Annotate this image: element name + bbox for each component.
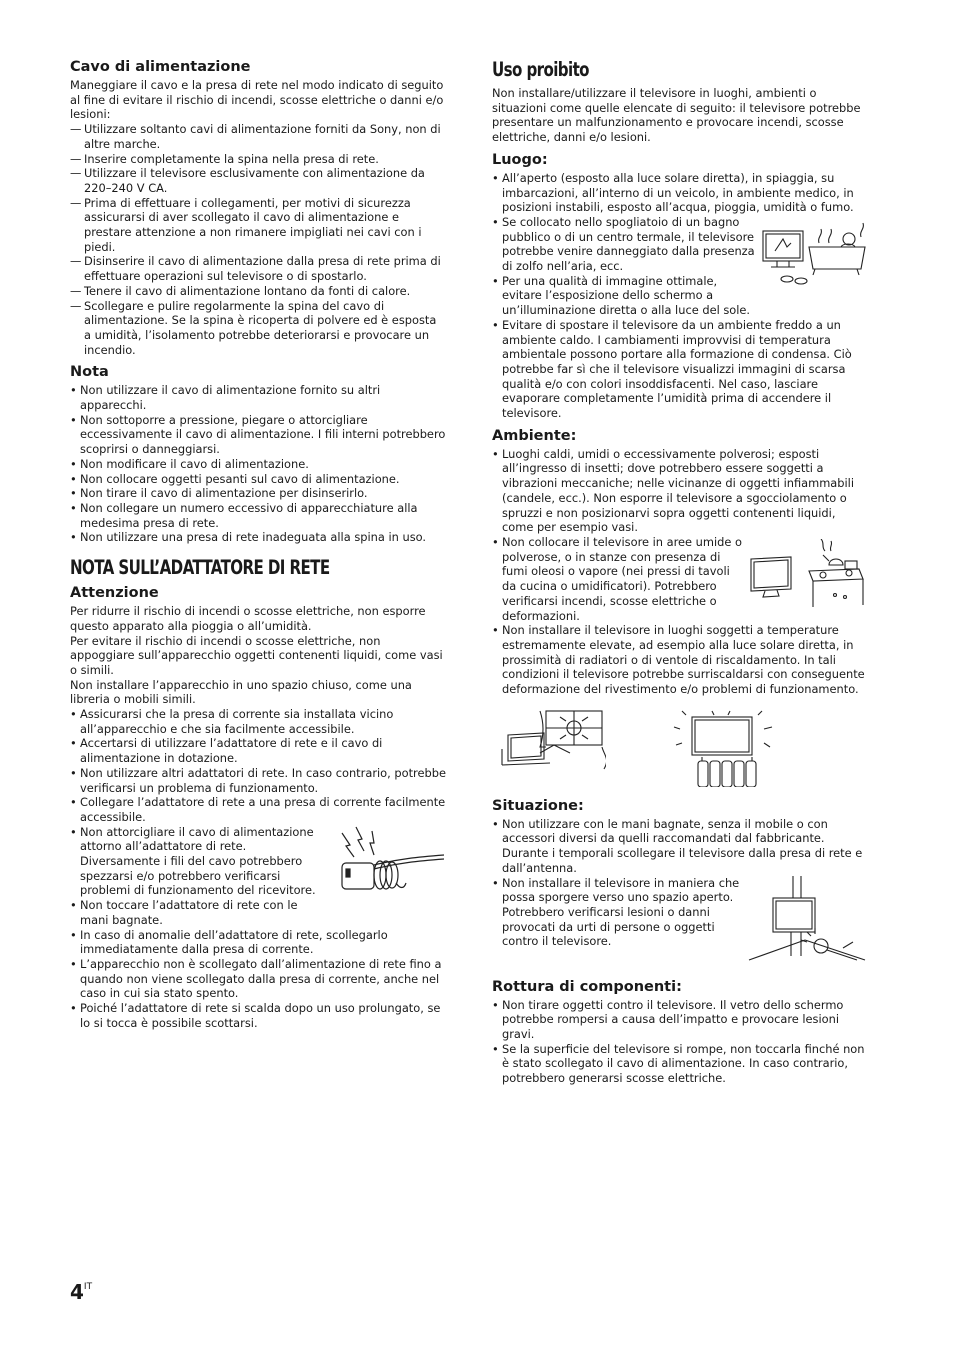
attenzione-p2: Per evitare il rischio di incendi o scosse elettriche, non appoggiare sull’apparecchio oggetti contenenti liquidi, come vasi o simili. [70, 633, 443, 677]
adattatore-wrap-text [70, 825, 328, 928]
adattatore-list-b [70, 825, 328, 928]
adattatore-list-a [70, 707, 446, 825]
list-item: • Non collocare il televisore in aree umide o polverose, o in stanze con presenza di fumi oleosi o vapore (nei pressi di tavoli da cucina o umidificatori). Potrebbero verificarsi incendi, scosse elettriche o deformazioni. [492, 535, 745, 623]
list-item: • In caso di anomalie dell’adattatore di rete, scollegarlo immediatamente dalla presa di corrente. [70, 928, 446, 957]
list-item: • Se collocato nello spogliatoio di un bagno pubblico o di un centro termale, il televisore potrebbe venire danneggiato dalla presenza di zolfo nell’aria, ecc. [492, 215, 757, 274]
cavo-list [70, 122, 446, 357]
heading-adattatore: NOTA SULL’ADATTATORE DI RETE [70, 556, 330, 580]
ambiente-list-a [492, 447, 869, 535]
heading-attenzione: Attenzione [70, 585, 159, 602]
attenzione-p3: Non installare l’apparecchio in uno spazio chiuso, come una libreria o mobili simili. [70, 677, 412, 707]
list-item: • Non installare il televisore in luoghi soggetti a temperature estremamente elevate, ad esempio alla luce solare diretta, in prossimità di radiatori o di ventole di riscaldamento. In tali condizioni il televisore potrebbe surriscaldarsi con conseguente deformazione del rivestimento e/o problemi di funzionamento. [492, 623, 869, 697]
list-item: • Non utilizzare con le mani bagnate, senza il mobile o con accessori diversi da quelli raccomandati dal fabbricante. Durante i temporali scollegare il televisore dalla presa di rete e dall’antenna. [492, 817, 869, 876]
list-item: • Poiché l’adattatore di rete si scalda dopo un uso prolungato, se lo si tocca è possibile scottarsi. [70, 1001, 446, 1030]
list-item: • All’aperto (esposto alla luce solare diretta), in spiaggia, su imbarcazioni, all’interno di un veicolo, in ambiente medico, in posizioni instabili, esposto all’acqua, pioggia, umidità o fumo. [492, 171, 869, 215]
heading-ambiente: Ambiente: [492, 427, 577, 444]
bath-illustration [757, 215, 869, 289]
list-item: — Disinserire il cavo di alimentazione dalla presa di rete prima di effettuare operazioni sul televisore o di spostarlo. [70, 254, 446, 283]
list-item: • Non utilizzare una presa di rete inadeguata alla spina in uso. [70, 530, 446, 545]
attenzione-p1: Per ridurre il rischio di incendi o scosse elettriche, non esporre questo apparato alla pioggia o all’umidità. [70, 604, 426, 633]
situazione-wrap [492, 876, 869, 968]
heading-uso-proibito: Uso proibito [492, 58, 589, 81]
left-column [70, 58, 446, 1030]
list-item: — Utilizzare soltanto cavi di alimentazione forniti da Sony, non di altre marche. [70, 122, 446, 151]
luogo-list-c [492, 318, 869, 421]
heading-rottura: Rottura di componenti: [492, 978, 682, 995]
cavo-intro: Maneggiare il cavo e la presa di rete nel modo indicato di seguito al fine di evitare il rischio di incendi, scosse elettriche o danni e/o lesioni: [70, 78, 444, 122]
list-item: • Non utilizzare altri adattatori di rete. In caso contrario, potrebbe verificarsi un problema di funzionamento. [70, 766, 446, 795]
list-item: • Non sottoporre a pressione, piegare o attorcigliare eccessivamente il cavo di alimentazione. I fili interni potrebbero scoprirsi o danneggiarsi. [70, 413, 446, 457]
luogo-wrap [492, 215, 869, 318]
page-number [70, 1280, 92, 1304]
situazione-list-a [492, 817, 869, 876]
list-item: • Non installare il televisore in maniera che possa sporgere verso uno spazio aperto. Potrebbero verificarsi lesioni o danni provocati da urti di persone o oggetti contro il televisore. [492, 876, 745, 950]
list-item: • Luoghi caldi, umidi o eccessivamente polverosi; esposti all’ingresso di insetti; dove potrebbero essere soggetti a vibrazioni meccaniche; nelle vicinanze di oggetti infiammabili (candele, ecc.). Non esporre il televisore a sgocciolamento o spruzzi e non posizionarvi sopra oggetti contenenti liquidi, come per esempio vasi. [492, 447, 869, 535]
sun-window-illustration [500, 709, 606, 781]
list-item: • Non attorcigliare il cavo di alimentazione attorno all’adattatore di rete. Diversamente i fili del cavo potrebbero spezzarsi e/o potrebbero verificarsi problemi di funzionamento del ricevitore. [70, 825, 328, 899]
adapter-illustration [328, 825, 446, 895]
list-item: • Assicurarsi che la presa di corrente sia installata vicino all’apparecchio e che sia facilmente accessibile. [70, 707, 446, 736]
page-number-value: 4 [70, 1280, 84, 1304]
list-item: • Non toccare l’adattatore di rete con le mani bagnate. [70, 898, 328, 927]
list-item: • Collegare l’adattatore di rete a una presa di corrente facilmente accessibile. [70, 795, 446, 824]
list-item: — Prima di effettuare i collegamenti, per motivi di sicurezza assicurarsi di aver scollegato il cavo di alimentazione e prestare attenzione a non rimanere impigliati nei cavi con i piedi. [70, 196, 446, 255]
luogo-list-b [492, 215, 757, 318]
list-item: — Tenere il cavo di alimentazione lontano da fonti di calore. [70, 284, 446, 299]
luogo-list-a [492, 171, 869, 215]
ambiente-list-c [492, 623, 869, 697]
heading-nota: Nota [70, 364, 109, 381]
list-item: — Utilizzare il televisore esclusivamente con alimentazione da 220–240 V CA. [70, 166, 446, 195]
list-item: • Non collegare un numero eccessivo di apparecchiature alla medesima presa di rete. [70, 501, 446, 530]
list-item: • Non modificare il cavo di alimentazione. [70, 457, 446, 472]
radiator-illustration [672, 709, 778, 787]
list-item: • Non collocare oggetti pesanti sul cavo di alimentazione. [70, 472, 446, 487]
list-item: • Evitare di spostare il televisore da un ambiente freddo a un ambiente caldo. I cambiamenti improvvisi di temperatura ambientale possono portare alla formazione di condensa. Ciò potrebbe far sì che il televisore visualizzi immagini di scarsa qualità e/o con colori insoddisfacenti. Nel caso, lasciare evaporare completamente l’umidità prima di accendere il televisore. [492, 318, 869, 421]
list-item: • Non utilizzare il cavo di alimentazione fornito su altri apparecchi. [70, 383, 446, 412]
list-item: • Accertarsi di utilizzare l’adattatore di rete e il cavo di alimentazione in dotazione. [70, 736, 446, 765]
list-item: — Scollegare e pulire regolarmente la spina del cavo di alimentazione. Se la spina è ricoperta di polvere ed è esposta a umidità, l’isolamento potrebbe deteriorarsi e provocare un incendio. [70, 299, 446, 358]
bump-illustration [745, 876, 869, 968]
nota-list [70, 383, 446, 545]
list-item: • Per una qualità di immagine ottimale, evitare l’esposizione dello schermo a un’illuminazione diretta o alla luce del sole. [492, 274, 757, 318]
page-lang: IT [83, 1282, 93, 1292]
heading-cavo: Cavo di alimentazione [70, 59, 251, 75]
rottura-list [492, 998, 869, 1086]
right-column [492, 58, 869, 1086]
heat-illustrations [500, 709, 869, 787]
list-item: • Non tirare oggetti contro il televisore. Il vetro dello schermo potrebbe rompersi a causa dell’impatto e provocare lesioni gravi. [492, 998, 869, 1042]
adattatore-wrap [70, 825, 446, 928]
uso-proibito-intro: Non installare/utilizzare il televisore in luoghi, ambienti o situazioni come quelle elencate di seguito: il televisore potrebbe presentare un malfunzionamento e provocare incendi, scosse elettriche, danni e/o lesioni. [492, 86, 861, 145]
kitchen-illustration [745, 535, 869, 611]
situazione-wrap-text [492, 876, 745, 950]
list-item: • Non tirare il cavo di alimentazione per disinserirlo. [70, 486, 446, 501]
list-item: • Se la superficie del televisore si rompe, non toccarla finché non è stato scollegato il cavo di alimentazione. In caso contrario, potrebbero generarsi scosse elettriche. [492, 1042, 869, 1086]
luogo-wrap-text [492, 215, 757, 318]
heading-situazione: Situazione: [492, 797, 584, 814]
adattatore-list-c [70, 928, 446, 1031]
ambiente-list-b [492, 535, 745, 623]
heading-luogo: Luogo: [492, 151, 548, 168]
ambiente-wrap [492, 535, 869, 623]
situazione-list-b [492, 876, 745, 950]
list-item: — Inserire completamente la spina nella presa di rete. [70, 152, 446, 167]
list-item: • L’apparecchio non è scollegato dall’alimentazione di rete fino a quando non viene scollegato dalla presa di corrente, anche nel caso in cui sia stato spento. [70, 957, 446, 1001]
ambiente-wrap-text [492, 535, 745, 623]
